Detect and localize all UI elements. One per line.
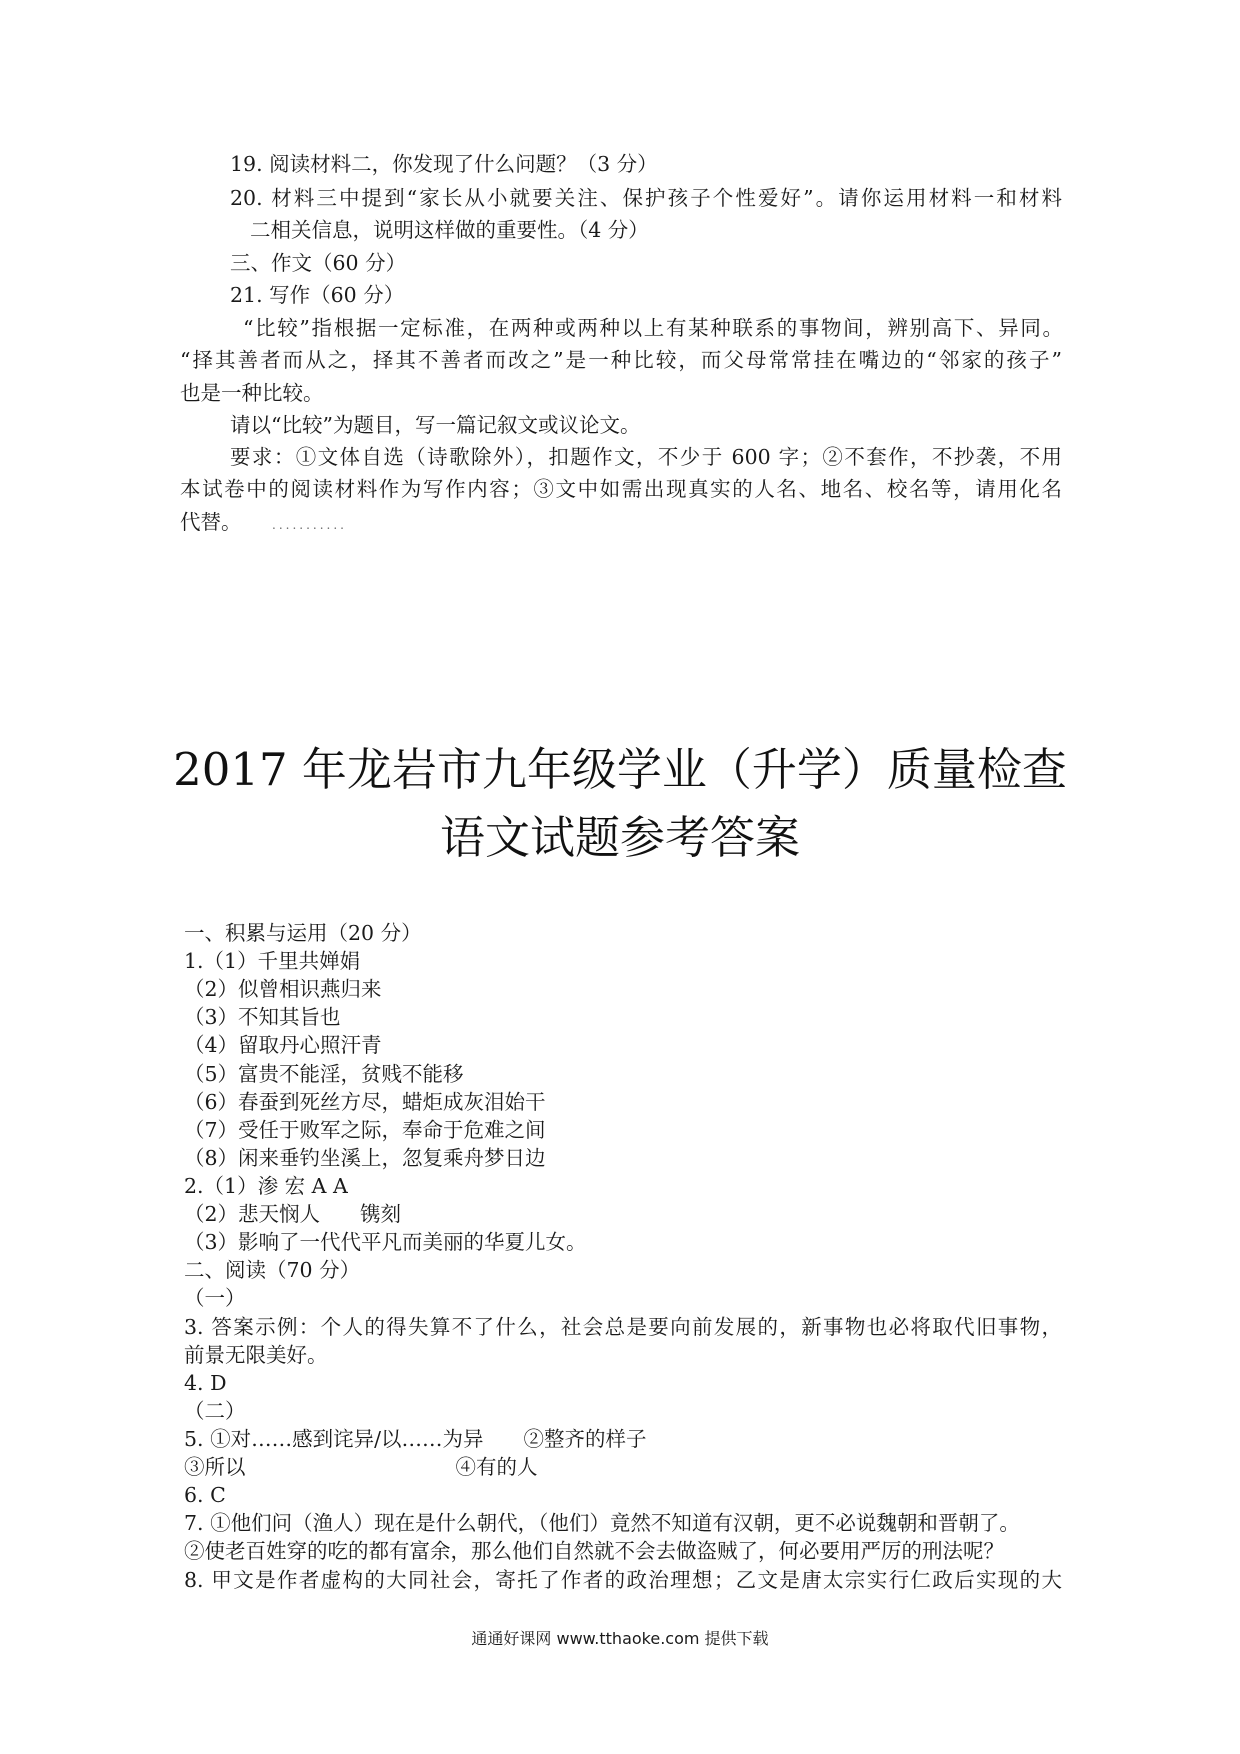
answer-title-line2: 语文试题参考答案: [439, 811, 800, 864]
page-footer: 通通好课网 www.tthaoke.com 提供下载: [471, 1629, 769, 1648]
section-1-heading: 一、积累与运用（20 分）: [184, 921, 422, 945]
answer-6: 6. C: [184, 1483, 226, 1507]
section-3-heading: 三、作文（60 分）: [230, 251, 407, 275]
answer-5-part-3: ③所以: [184, 1455, 246, 1479]
subsection-1: （一）: [184, 1286, 246, 1310]
answer-8-line1: 8. 甲文是作者虚构的大同社会，寄托了作者的政治理想；乙文是唐太宗实行仁政后实现的大: [184, 1568, 1062, 1592]
answer-4: 4. D: [184, 1371, 227, 1395]
question-20-line1: 20. 材料三中提到“家长从小就要关注、保护孩子个性爱好”。请你运用材料一和材料: [230, 186, 1062, 210]
answer-1-4: （4）留取丹心照汗青: [184, 1033, 382, 1057]
essay-para1-line1: “比较”指根据一定标准，在两种或两种以上有某种联系的事物间，辨别高下、异同。: [243, 316, 1063, 340]
section-2-heading: 二、阅读（70 分）: [184, 1258, 361, 1282]
answer-5-part-4: ④有的人: [455, 1455, 538, 1479]
dotted-marks: ...........: [272, 518, 347, 532]
question-19: 19. 阅读材料二，你发现了什么问题？（3 分）: [230, 152, 658, 176]
answer-3-line1: 3. 答案示例：个人的得失算不了什么，社会总是要向前发展的，新事物也必将取代旧事物，: [184, 1315, 1062, 1339]
essay-requirements-line3: [180, 508, 347, 539]
essay-requirements-line1: 要求：①文体自选（诗歌除外），扣题作文，不少于 600 字；②不套作，不抄袭，不用: [230, 445, 1062, 469]
answer-2-2-part-a: （2）悲天悯人: [184, 1202, 321, 1226]
answer-1-1: 1.（1）千里共婵娟: [184, 949, 361, 973]
essay-requirements-line2: 本试卷中的阅读材料作为写作内容；③文中如需出现真实的人名、地名、校名等，请用化名: [180, 477, 1062, 501]
answer-1-7: （7）受任于败军之际，奉命于危难之间: [184, 1118, 546, 1142]
essay-para1-line3: 也是一种比较。: [180, 381, 324, 405]
answer-5-line1: [184, 1425, 646, 1453]
answer-2-2: [184, 1200, 401, 1228]
answer-1-8: （8）闲来垂钓坐溪上，忽复乘舟梦日边: [184, 1146, 546, 1170]
answer-1-3: （3）不知其旨也: [184, 1005, 341, 1029]
answer-1-2: （2）似曾相识燕归来: [184, 977, 382, 1001]
question-20-line2: 二相关信息，说明这样做的重要性。（4 分）: [250, 218, 649, 242]
answer-5-line2: [184, 1453, 538, 1481]
essay-para2: 请以“比较”为题目，写一篇记叙文或议论文。: [230, 413, 641, 437]
answer-3-line2: 前景无限美好。: [184, 1343, 328, 1367]
question-21: 21. 写作（60 分）: [230, 283, 405, 307]
subsection-2: （二）: [184, 1399, 246, 1423]
answer-2-2-part-b: 镌刻: [360, 1202, 402, 1226]
answer-title-line1: 2017 年龙岩市九年级学业（升学）质量检查: [173, 743, 1067, 796]
answer-7-line2: ②使老百姓穿的吃的都有富余，那么他们自然就不会去做盗贼了，何必要用严厉的刑法呢？: [184, 1539, 1004, 1563]
answer-2-1: 2.（1）渗 宏 A A: [184, 1174, 348, 1198]
answer-7-line1: 7. ①他们问（渔人）现在是什么朝代，（他们）竟然不知道有汉朝，更不必说魏朝和晋朝了。: [184, 1511, 1020, 1535]
essay-para1-line2: “择其善者而从之，择其不善者而改之”是一种比较，而父母常常挂在嘴边的“邻家的孩子”: [180, 348, 1062, 372]
answer-1-6: （6）春蚕到死丝方尽，蜡炬成灰泪始干: [184, 1090, 546, 1114]
answer-5-part-2: ②整齐的样子: [523, 1427, 647, 1451]
answer-2-3: （3）影响了一代代平凡而美丽的华夏儿女。: [184, 1230, 587, 1254]
essay-requirements-text: 代替。: [180, 510, 242, 534]
answer-1-5: （5）富贵不能淫，贫贱不能移: [184, 1062, 464, 1086]
answer-5-part-1: 5. ①对……感到诧异/以……为异: [184, 1427, 484, 1451]
